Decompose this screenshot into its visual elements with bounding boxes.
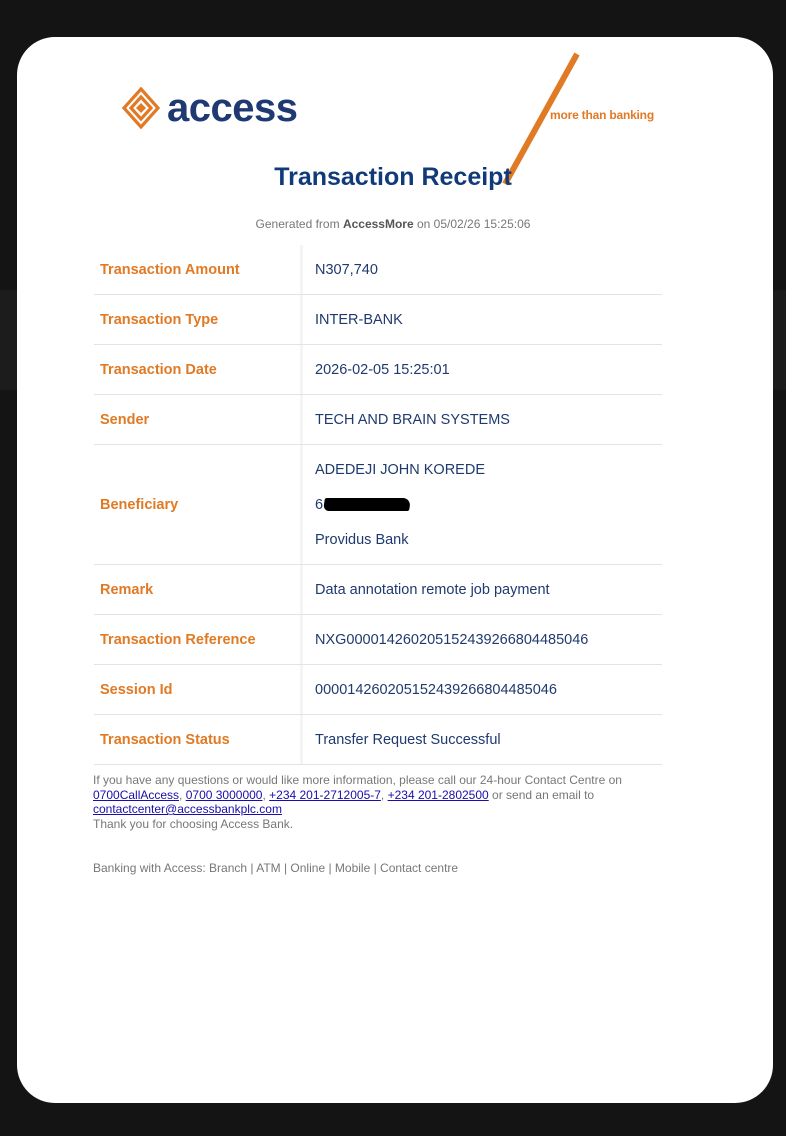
row-label: Transaction Status (100, 731, 230, 748)
type-value: INTER-BANK (315, 311, 403, 328)
phone-link-2802500[interactable]: +234 201-2802500 (387, 787, 489, 802)
row-value (300, 665, 662, 714)
row-value (300, 395, 662, 444)
footer-contact: If you have any questions or would like more information, please call our 24-hour Contact Centre on 0700CallAccess, 0700 3000000, +234 201-2712005-7, +234 201-2802500 or send an email to contactcenter@accessbankplc.com Thank you for choosing Access Bank. (93, 773, 622, 831)
beneficiary-account-visible: 6 (315, 496, 324, 513)
row-remark (94, 565, 662, 615)
page-title: Transaction Receipt (274, 163, 512, 191)
row-transaction-date (94, 345, 662, 395)
access-logo (121, 86, 297, 130)
row-value (300, 715, 662, 764)
row-label: Transaction Type (100, 311, 219, 328)
footer-thanks: Thank you for choosing Access Bank. (93, 816, 294, 831)
row-transaction-type (94, 295, 662, 345)
banking-channels: Banking with Access: Branch | ATM | Online | Mobile | Contact centre (93, 861, 459, 875)
row-transaction-amount (94, 245, 662, 295)
logo-wordmark: access (167, 86, 298, 130)
row-label: Remark (100, 581, 154, 598)
row-value (300, 295, 662, 344)
amount-value: N307,740 (315, 261, 378, 278)
row-label: Transaction Date (100, 361, 217, 378)
row-transaction-reference (94, 615, 662, 665)
date-value: 2026-02-05 15:25:01 (315, 361, 450, 378)
row-beneficiary (94, 445, 662, 565)
generated-app: AccessMore (342, 217, 414, 231)
footer-intro: If you have any questions or would like more information, please call our 24-hour Contact Centre on (93, 773, 622, 787)
beneficiary-account (315, 487, 662, 522)
row-value (300, 345, 662, 394)
status-value: Transfer Request Successful (315, 731, 501, 748)
row-label: Transaction Amount (100, 261, 240, 278)
phone-link-0700[interactable]: 0700 3000000 (185, 787, 263, 802)
row-value (300, 615, 662, 664)
brand-tagline: more than banking (550, 108, 654, 122)
generated-info (0, 217, 786, 231)
sender-value: TECH AND BRAIN SYSTEMS (315, 411, 510, 428)
redaction-mark (323, 498, 411, 511)
receipt-details-table (94, 245, 662, 765)
row-value (300, 445, 662, 564)
session-value: 000014260205152439266804485046 (315, 681, 557, 698)
reference-value: NXG000014260205152439266804485046 (315, 631, 589, 648)
row-label: Sender (100, 411, 150, 428)
access-diamond-icon (121, 86, 161, 130)
beneficiary-bank: Providus Bank (315, 531, 409, 548)
row-session-id (94, 665, 662, 715)
email-prefix: or send an email to (492, 787, 595, 802)
row-label: Beneficiary (100, 496, 179, 513)
phone-link-callaccess[interactable]: 0700CallAccess (93, 787, 180, 802)
email-link[interactable]: contactcenter@accessbankplc.com (93, 802, 282, 816)
generated-prefix: Generated from (255, 217, 340, 231)
row-value (300, 565, 662, 614)
row-sender (94, 395, 662, 445)
row-label: Transaction Reference (100, 631, 256, 648)
row-label: Session Id (100, 681, 173, 698)
beneficiary-name: ADEDEJI JOHN KOREDE (315, 461, 485, 478)
row-value (300, 245, 662, 294)
remark-value: Data annotation remote job payment (315, 581, 550, 598)
generated-suffix: on 05/02/26 15:25:06 (417, 217, 531, 231)
row-transaction-status (94, 715, 662, 765)
phone-link-2712005[interactable]: +234 201-2712005-7 (269, 787, 381, 802)
